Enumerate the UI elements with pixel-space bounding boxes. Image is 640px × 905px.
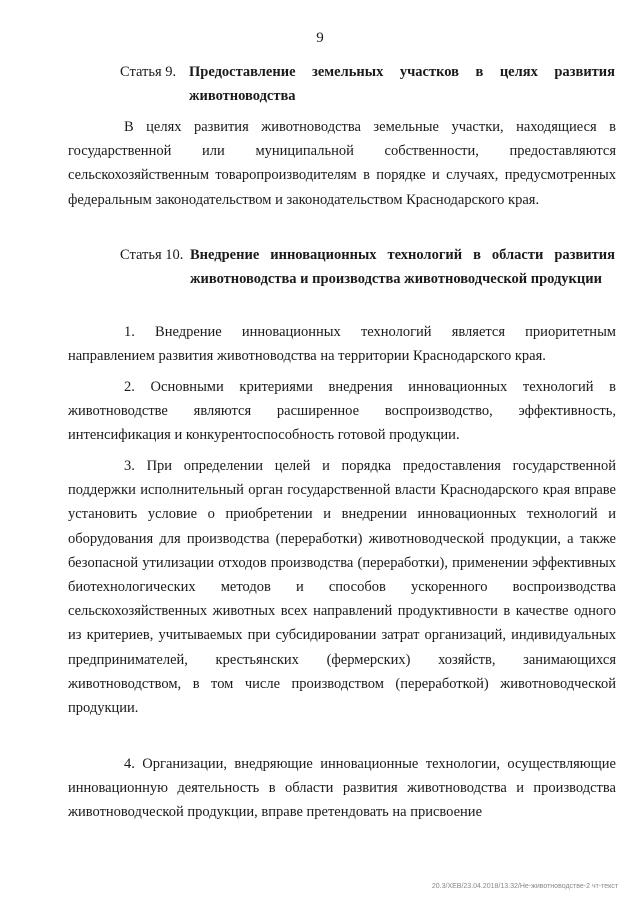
article-10-number: Статья 10. <box>120 247 184 263</box>
article-10-heading <box>120 243 615 291</box>
article-9-paragraph: В целях развития животноводства земельные участки, находящиеся в государственной или муниципальной собственности, предоставляются сельскохозяйственным товаропроизводителям в порядке и случаях, предусмотренных федеральным законодательством и законодательством Краснодарского края. <box>68 119 616 208</box>
article-10-paragraph-1: 1. Внедрение инновационных технологий является приоритетным направлением развития животноводства на территории Краснодарского края. <box>68 324 616 365</box>
article-9-number: Статья 9. <box>120 64 177 80</box>
article-9-heading <box>120 60 615 108</box>
article-9-title: Предоставление земельных участков в целях развития животноводства <box>189 64 615 104</box>
article-10-title: Внедрение инновационных технологий в области развития животноводства и производства животноводческой продукции <box>190 247 615 287</box>
article-10-paragraph-4: 4. Организации, внедряющие инновационные технологии, осуществляющие инновационную деятельность в области развития животноводства и производства животноводческой продукции, вправе претендовать на присвоение <box>68 756 616 821</box>
article-10-paragraph-3: 3. При определении целей и порядка предоставления государственной поддержки исполнительный орган государственной власти Краснодарского края вправе установить условие о приобретении и внедрении инновационных технологий и оборудования для производства (переработки) животноводческой продукции, а также безопасной утилизации отходов производства (переработки), применении эффективных биотехнологических методов и способов ускоренного воспроизводства сельскохозяйственных животных всех направлений продуктивности в качестве одного из критериев, учитываемых при субсидировании затрат организаций, индивидуальных предпринимателей, крестьянских (фермерских) хозяйств, занимающихся животноводством, в том числе производством (переработкой) животноводческой продукции. <box>68 458 616 717</box>
page-number: 9 <box>316 30 324 46</box>
footer-stamp: 20.3/ХЕВ/23.04.2018/13.32/Не-животноводстве-2 чт-текст <box>431 883 618 890</box>
article-10-paragraph-2: 2. Основными критериями внедрения инновационных технологий в животноводстве являются расширенное воспроизводство, эффективность, интенсификация и конкурентоспособность готовой продукции. <box>68 379 616 444</box>
